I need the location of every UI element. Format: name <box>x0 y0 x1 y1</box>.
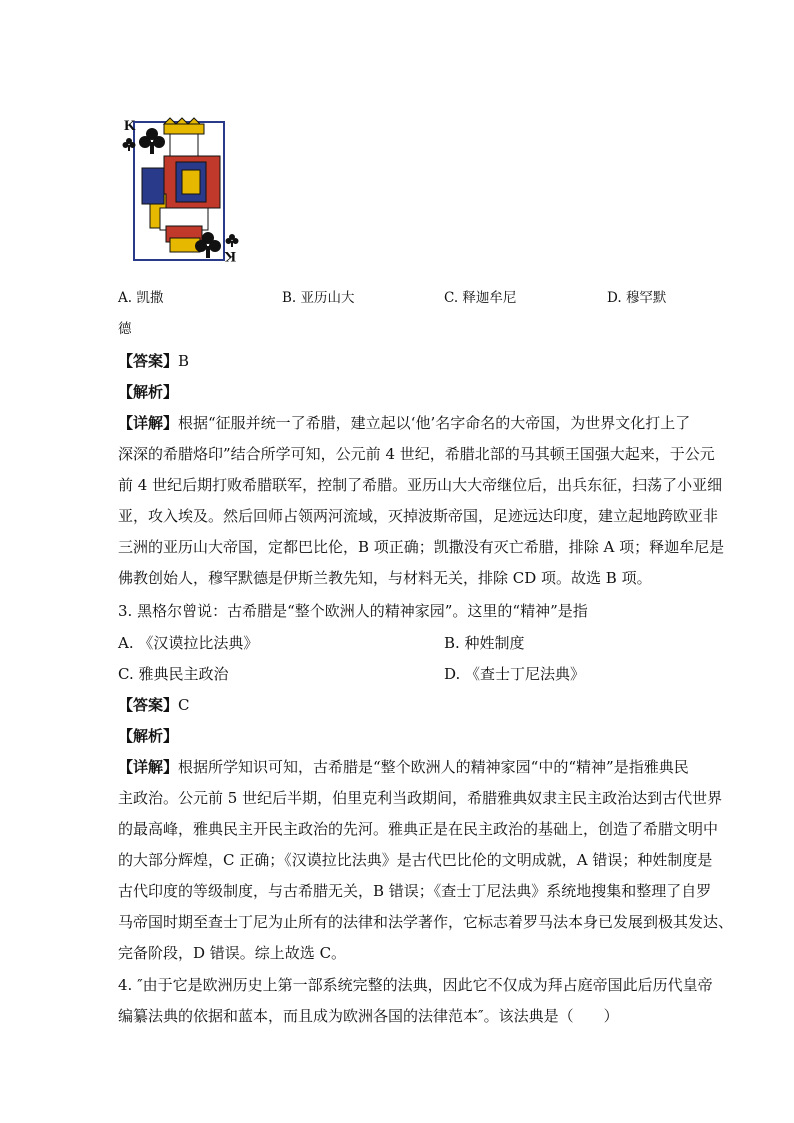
q2-detail-line: 亚，攻入埃及。然后回师占领两河流域，灭掉波斯帝国，足迹远达印度，建立起地跨欧亚非 <box>118 507 719 525</box>
q3-detail-line: 的大部分辉煌，C 正确；《汉谟拉比法典》是古代巴比伦的文明成就，A 错误；种姓制度是 <box>118 851 713 869</box>
q2-detail-line: 前 4 世纪后期打败希腊联军，控制了希腊。亚历山大大帝继位后，出兵东征，扫荡了小亚细 <box>118 476 723 494</box>
q3-option-a: A. 《汉谟拉比法典》 <box>118 634 259 652</box>
q2-option-c: C. 释迦牟尼 <box>444 290 517 306</box>
answer-value: C <box>178 696 190 714</box>
q2-analysis-label: 【解析】 <box>118 383 179 401</box>
detail-label: 【详解】 <box>118 758 179 776</box>
answer-label: 【答案】 <box>118 696 179 714</box>
q2-option-d-wrap: 德 <box>118 321 132 337</box>
club-icon-bottom-corner <box>226 234 239 247</box>
q3-answer <box>118 695 190 715</box>
q3-detail-line: 马帝国时期至查士丁尼为止所有的法律和法学著作，它标志着罗马法本身已发展到极其发达、 <box>118 913 734 931</box>
q2-detail-line: 佛教创始人，穆罕默德是伊斯兰教先知，与材料无关，排除 CD 项。故选 B 项。 <box>118 569 652 587</box>
q2-detail-line: 三洲的亚历山大帝国，定都巴比伦，B 项正确；凯撒没有灭亡希腊，排除 A 项；释迦牟尼是 <box>118 538 725 556</box>
q2-detail-line: 深深的希腊烙印”结合所学可知，公元前 4 世纪，希腊北部的马其顿王国强大起来，于公元 <box>118 445 715 463</box>
q3-option-d: D. 《查士丁尼法典》 <box>444 665 586 683</box>
q2-option-b: B. 亚历山大 <box>282 290 355 306</box>
q3-detail-line: 主政治。公元前 5 世纪后半期，伯里克利当政期间，希腊雅典奴隶主民主政治达到古代世界 <box>118 789 723 807</box>
q4-stem-line: 编纂法典的依据和蓝本，而且成为欧洲各国的法律范本″。该法典是（ ） <box>118 1007 619 1025</box>
q4-stem-line: 4. ″由于它是欧洲历史上第一部系统完整的法典，因此它不仅成为拜占庭帝国此后历代皇帝 <box>118 976 713 994</box>
q3-detail-line: 【详解】根据所学知识可知，古希腊是“整个欧洲人的精神家园“中的“精神”是指雅典民 <box>118 758 689 776</box>
detail-label: 【详解】 <box>118 414 179 432</box>
answer-value: B <box>178 352 190 370</box>
answer-label: 【答案】 <box>118 352 179 370</box>
q2-option-d: D. 穆罕默 <box>607 290 667 306</box>
q2-option-a: A. 凯撒 <box>118 290 164 306</box>
card-corner-letter-bottom: K <box>224 248 236 264</box>
card-corner-letter-top: K <box>124 118 136 134</box>
q3-detail-line: 完备阶段，D 错误。综上故选 C。 <box>118 944 347 962</box>
q3-analysis-label: 【解析】 <box>118 727 179 745</box>
q3-detail-line: 的最高峰，雅典民主开民主政治的先河。雅典正是在民主政治的基础上，创造了希腊文明中 <box>118 820 719 838</box>
q2-detail-line: 【详解】根据“征服并统一了希腊，建立起以‘他’名字命名的大帝国，为世界文化打上了 <box>118 414 691 432</box>
q3-stem: 3. 黑格尔曾说：古希腊是“整个欧洲人的精神家园”。这里的“精神”是指 <box>118 602 588 620</box>
q3-option-b: B. 种姓制度 <box>444 634 525 652</box>
q3-detail-line: 古代印度的等级制度，与古希腊无关，B 错误；《查士丁尼法典》系统地搜集和整理了自罗 <box>118 882 712 900</box>
king-of-clubs-card-image <box>120 114 240 270</box>
q3-option-c: C. 雅典民主政治 <box>118 665 229 683</box>
q2-answer <box>118 351 189 371</box>
